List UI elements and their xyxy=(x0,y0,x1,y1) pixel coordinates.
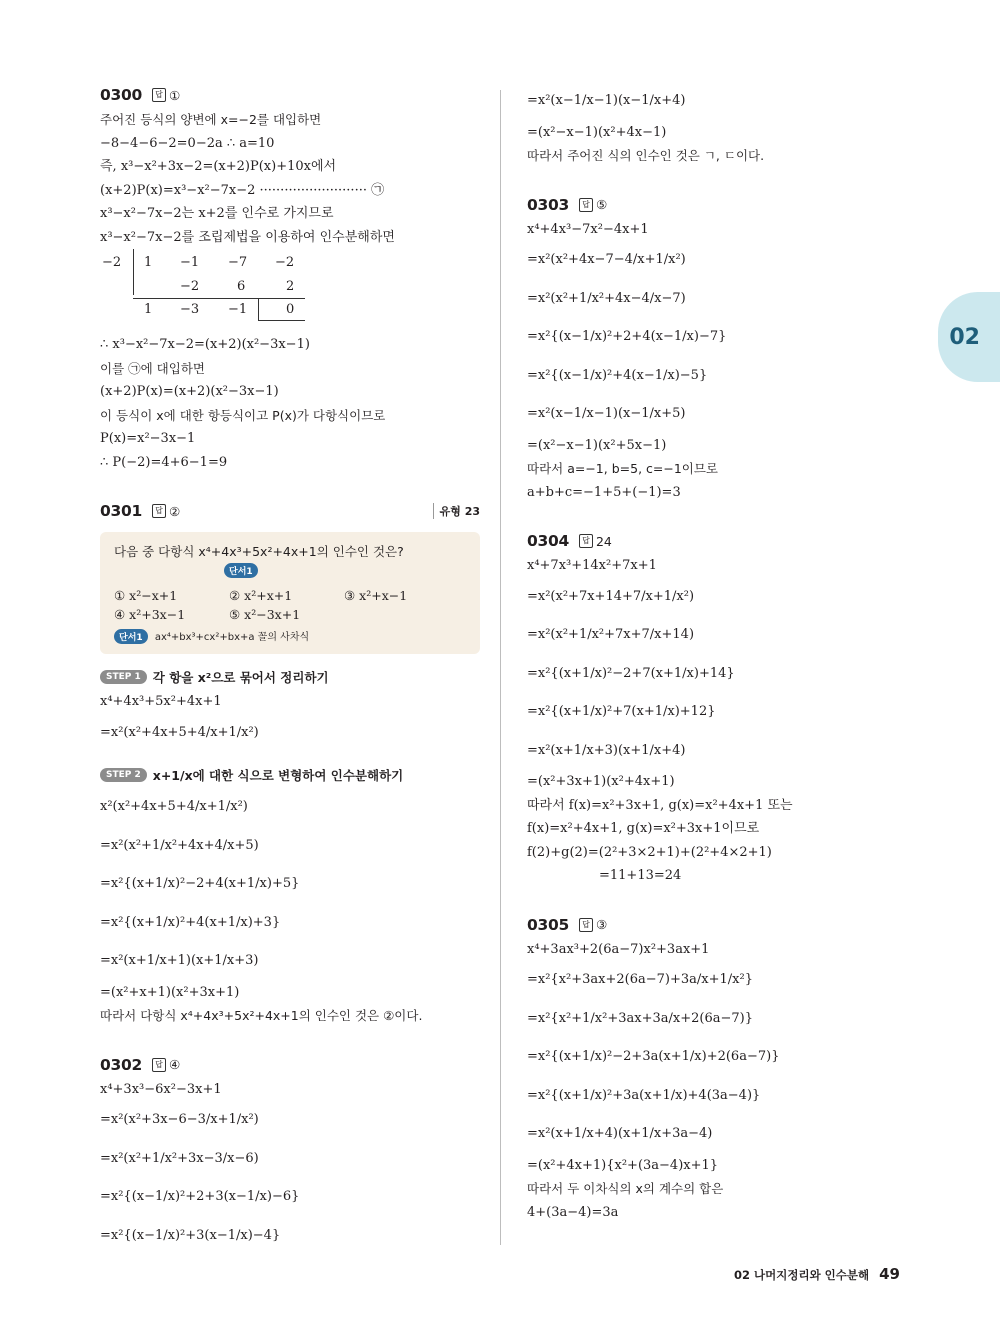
answer-box-icon: 답 xyxy=(579,534,593,548)
answer-box-icon: 답 xyxy=(579,198,593,212)
solution-line: =x²{(x+1/x)²+3a(x+1/x)+4(3a−4)} xyxy=(527,1087,761,1103)
solution-line: =x²{(x−1/x)²+2+3(x−1/x)−6} xyxy=(100,1189,300,1204)
solution-line: =x²{(x−1/x)²+3(x−1/x)−4} xyxy=(100,1227,281,1243)
solution-line: =x²(x²+1/x²+4x−4/x−7) xyxy=(527,290,686,306)
problem-0301 xyxy=(100,498,480,1028)
solution-line: =(x²−x−1)(x²+5x−1) xyxy=(527,437,667,453)
problem-number: 0301 xyxy=(100,502,142,520)
synthetic-cell: 6 xyxy=(237,279,246,294)
problem-0301-header xyxy=(100,498,480,524)
answer-value: ④ xyxy=(168,1057,181,1072)
solution-line: 4+(3a−4)=3a xyxy=(527,1204,619,1220)
problem-0302-continued xyxy=(527,82,927,168)
synthetic-remainder: 0 xyxy=(286,302,295,317)
solution-line: 주어진 등식의 양변에 x=−2를 대입하면 xyxy=(100,112,322,127)
hint-tag: 단서1 xyxy=(224,563,258,578)
page-footer xyxy=(734,1265,900,1283)
solution-line: 따라서 a=−1, b=5, c=−1이므로 xyxy=(527,461,719,476)
synthetic-cell: 1 xyxy=(144,255,153,270)
hint-tag: 단서1 xyxy=(114,629,148,644)
type-tag: 유형 23 xyxy=(433,503,480,519)
solution-line: =x²(x−1/x−1)(x−1/x+4) xyxy=(527,93,686,108)
solution-line: =x²(x+1/x+1)(x+1/x+3) xyxy=(100,953,259,968)
problem-number: 0304 xyxy=(527,532,569,550)
solution-line: =x²{(x+1/x)²+4(x+1/x)+3} xyxy=(100,914,281,930)
solution-line: =11+13=24 xyxy=(599,868,682,883)
synthetic-division xyxy=(100,249,480,333)
hint-text: ax⁴+bx³+cx²+bx+a 꼴의 사차식 xyxy=(154,632,310,643)
column-divider xyxy=(500,90,501,1245)
solution-line: ∴ P(−2)=4+6−1=9 xyxy=(100,454,228,470)
solution-line: x³−x²−7x−2를 조립제법을 이용하여 인수분해하면 xyxy=(100,229,395,245)
synthetic-cell: 2 xyxy=(286,279,295,294)
answer xyxy=(152,504,180,519)
solution-line: (x+2)P(x)=x³−x²−7x−2 ·························· ㉠ xyxy=(100,182,385,198)
solution-line: P(x)=x²−3x−1 xyxy=(100,431,196,446)
solution-line: 이를 ㉠에 대입하면 xyxy=(100,360,205,376)
answer-value: ⑤ xyxy=(595,197,608,212)
answer-value: ② xyxy=(168,503,181,519)
solution-line: =(x²+3x+1)(x²+4x+1) xyxy=(527,774,675,789)
problem-0302-header xyxy=(100,1052,480,1078)
problem-0305 xyxy=(527,912,927,1225)
choice-item: ⑤ x²−3x+1 xyxy=(229,607,301,622)
choice-item: ③ x²+x−1 xyxy=(344,588,408,603)
synthetic-cell: −1 xyxy=(228,302,248,317)
hint-line xyxy=(114,628,466,644)
answer-box-icon: 답 xyxy=(152,1058,166,1072)
problem-0304-header xyxy=(527,528,927,554)
page-number: 49 xyxy=(879,1265,900,1283)
choice-item: ④ x²+3x−1 xyxy=(114,607,186,622)
solution-line: =x²{(x+1/x)²+7(x+1/x)+12} xyxy=(527,704,716,719)
solution-line: =x²{(x+1/x)²−2+3a(x+1/x)+2(6a−7)} xyxy=(527,1049,780,1064)
answer xyxy=(579,534,612,549)
problem-0300-header xyxy=(100,82,480,108)
answer xyxy=(152,88,180,103)
solution-line: 따라서 두 이차식의 x의 계수의 합은 xyxy=(527,1181,724,1196)
answer-value: ③ xyxy=(595,917,608,932)
problem-number: 0303 xyxy=(527,195,569,214)
step-tag: STEP 2 xyxy=(100,768,147,782)
solution-line: =x²{(x−1/x)²+4(x−1/x)−5} xyxy=(527,367,708,383)
problem-0300 xyxy=(100,82,480,474)
footer-chapter: 02 나머지정리와 인수분해 xyxy=(734,1268,870,1282)
solution-line: x⁴+3ax³+2(6a−7)x²+3ax+1 xyxy=(527,941,710,957)
solution-line: =x²(x²+4x−7−4/x+1/x²) xyxy=(527,252,686,267)
problem-0302 xyxy=(100,1052,480,1256)
solution-line: x⁴+7x³+14x²+7x+1 xyxy=(527,558,657,573)
answer-box-icon: 답 xyxy=(152,504,166,518)
solution-line: 따라서 주어진 식의 인수인 것은 ㄱ, ㄷ이다. xyxy=(527,148,765,163)
synthetic-horizontal-rule xyxy=(133,298,305,299)
problem-0303 xyxy=(527,192,927,505)
synthetic-cell: −2 xyxy=(275,255,295,270)
synthetic-remainder-rule xyxy=(258,298,259,320)
solution-line: 이 등식이 x에 대한 항등식이고 P(x)가 다항식이므로 xyxy=(100,407,386,423)
synthetic-divisor: −2 xyxy=(102,255,122,270)
solution-line: f(2)+g(2)=(2²+3×2+1)+(2²+4×2+1) xyxy=(527,844,772,860)
solution-line: x²(x²+4x+5+4/x+1/x²) xyxy=(100,799,248,814)
synthetic-cell: −1 xyxy=(180,255,200,270)
left-column xyxy=(100,82,480,1255)
synthetic-cell: −3 xyxy=(180,302,200,317)
solution-line: ∴ x³−x²−7x−2=(x+2)(x²−3x−1) xyxy=(100,337,310,352)
solution-line: =x²(x+1/x+4)(x+1/x+3a−4) xyxy=(527,1126,713,1141)
solution-line: 따라서 f(x)=x²+3x+1, g(x)=x²+4x+1 또는 xyxy=(527,797,793,813)
solution-line: =x²(x²+3x−6−3/x+1/x²) xyxy=(100,1112,259,1127)
solution-line: =x²(x+1/x+3)(x+1/x+4) xyxy=(527,742,686,758)
chapter-tab-number: 02 xyxy=(949,325,980,350)
solution-line: =x²{(x+1/x)²−2+4(x+1/x)+5} xyxy=(100,876,300,891)
problem-question: 다음 중 다항식 x⁴+4x³+5x²+4x+1의 인수인 것은? xyxy=(114,544,404,559)
right-column xyxy=(527,82,927,1224)
synthetic-cell: 1 xyxy=(144,302,153,317)
answer xyxy=(152,1057,180,1072)
step-tag: STEP 1 xyxy=(100,670,147,684)
solution-line: =x²(x²+4x+5+4/x+1/x²) xyxy=(100,724,259,740)
synthetic-remainder-rule xyxy=(258,320,305,321)
solution-line: −8−4−6−2=0−2a ∴ a=10 xyxy=(100,135,275,151)
answer xyxy=(579,197,607,212)
step-title: 각 항을 x²으로 묶어서 정리하기 xyxy=(152,670,329,685)
problem-0305-header xyxy=(527,912,927,938)
problem-number: 0305 xyxy=(527,915,569,934)
answer-value: ① xyxy=(168,87,181,103)
step-1 xyxy=(100,664,480,690)
solution-line: a+b+c=−1+5+(−1)=3 xyxy=(527,484,681,500)
problem-statement-box xyxy=(100,532,480,654)
solution-line: =x²{(x+1/x)²−2+7(x+1/x)+14} xyxy=(527,665,735,681)
solution-line: x⁴+3x³−6x²−3x+1 xyxy=(100,1081,222,1097)
solution-line: =x²(x²+1/x²+4x+4/x+5) xyxy=(100,837,259,853)
problem-0304 xyxy=(527,528,927,888)
answer-box-icon: 답 xyxy=(152,88,166,102)
choice-item: ① x²−x+1 xyxy=(114,588,178,603)
choice-item: ② x²+x+1 xyxy=(229,588,293,603)
problem-number: 0300 xyxy=(100,86,142,104)
solution-line: x⁴+4x³−7x²−4x+1 xyxy=(527,221,649,237)
solution-line: f(x)=x²+4x+1, g(x)=x²+3x+1이므로 xyxy=(527,821,760,836)
solution-line: =(x²+4x+1){x²+(3a−4)x+1} xyxy=(527,1157,719,1173)
solution-line: (x+2)P(x)=(x+2)(x²−3x−1) xyxy=(100,384,279,399)
step-title: x+1/x에 대한 식으로 변형하여 인수분해하기 xyxy=(152,768,404,783)
solution-line: 따라서 다항식 x⁴+4x³+5x²+4x+1의 인수인 것은 ②이다. xyxy=(100,1008,423,1023)
solution-line: =x²(x−1/x−1)(x−1/x+5) xyxy=(527,406,686,421)
solution-line: =x²{x²+1/x²+3ax+3a/x+2(6a−7)} xyxy=(527,1010,753,1026)
synthetic-cell: −7 xyxy=(228,255,248,270)
solution-line: =(x²+x+1)(x²+3x+1) xyxy=(100,984,240,1000)
answer-value: 24 xyxy=(595,533,612,549)
solution-line: =x²{(x−1/x)²+2+4(x−1/x)−7} xyxy=(527,329,727,344)
solution-line: =(x²−x−1)(x²+4x−1) xyxy=(527,124,667,140)
solution-line: =x²(x²+1/x²+3x−3/x−6) xyxy=(100,1150,259,1166)
answer-box-icon: 답 xyxy=(579,918,593,932)
step-2 xyxy=(100,762,480,788)
problem-number: 0302 xyxy=(100,1055,142,1074)
solution-line: x³−x²−7x−2는 x+2를 인수로 가지므로 xyxy=(100,206,334,221)
solution-line: =x²(x²+1/x²+7x+7/x+14) xyxy=(527,627,695,642)
problem-0303-header xyxy=(527,192,927,218)
solution-line: x⁴+4x³+5x²+4x+1 xyxy=(100,694,222,709)
choice-list xyxy=(114,588,466,622)
answer xyxy=(579,917,607,932)
synthetic-vertical-rule xyxy=(133,249,134,295)
solution-line: =x²{x²+3ax+2(6a−7)+3a/x+1/x²} xyxy=(527,972,753,987)
solution-line: 즉, x³−x²+3x−2=(x+2)P(x)+10x에서 xyxy=(100,159,337,174)
solution-line: =x²(x²+7x+14+7/x+1/x²) xyxy=(527,588,695,604)
synthetic-cell: −2 xyxy=(180,279,200,294)
